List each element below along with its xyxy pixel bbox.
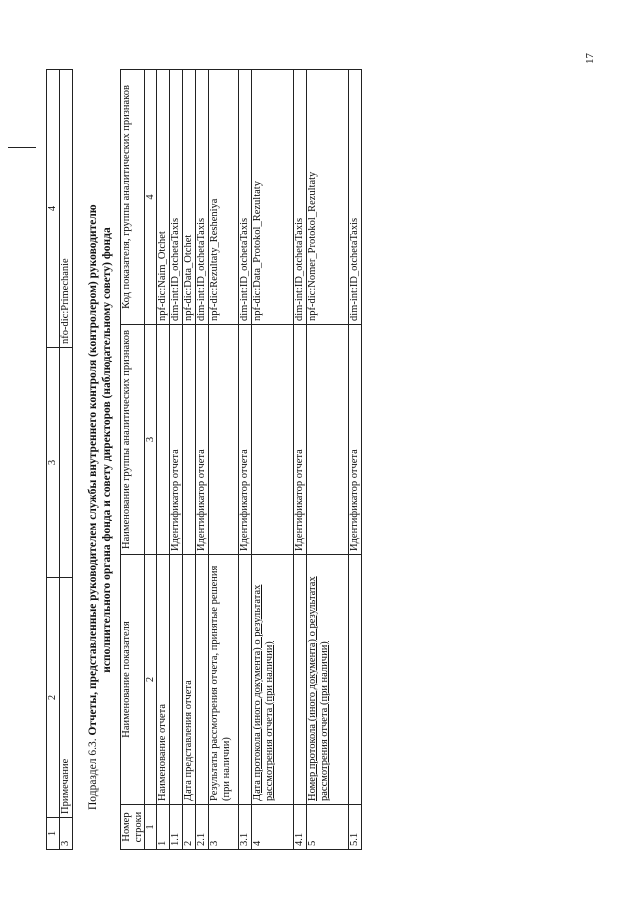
row-name <box>170 555 183 805</box>
row-group <box>157 325 170 555</box>
row-code: dim-int:ID_otchetaTaxis <box>170 70 183 325</box>
row-code: npf-dic:Nomer_Protokol_Rezultaty <box>307 70 349 325</box>
table-index-row <box>145 70 157 850</box>
row-number: 2 <box>183 805 196 850</box>
row-name <box>196 555 209 805</box>
row-number: 4 <box>252 805 294 850</box>
row-name: Примечание <box>60 578 73 818</box>
header-group-name: Наименование группы аналитических признаков <box>121 325 145 555</box>
table-row <box>307 70 349 850</box>
index-cell: 2 <box>145 555 157 805</box>
row-name <box>294 555 307 805</box>
table-row <box>170 70 183 850</box>
row-name: Дата протокола (иного документа) о результатах рассмотрения отчета (при наличии) <box>252 555 294 805</box>
row-code: dim-int:ID_otchetaTaxis <box>239 70 252 325</box>
table-row <box>157 70 170 850</box>
row-number: 3 <box>209 805 239 850</box>
header-line-number: Номер строки <box>121 805 145 850</box>
index-cell: 2 <box>47 578 60 818</box>
row-group <box>252 325 294 555</box>
section-title-line2: исполнительного органа фонда и совету директоров (наблюдательному совету) фонда <box>101 227 113 673</box>
table-index-row <box>47 70 60 850</box>
page-number: 17 <box>584 53 596 64</box>
row-number: 2.1 <box>196 805 209 850</box>
table-row <box>196 70 209 850</box>
table-row <box>349 70 362 850</box>
header-indicator-name: Наименование показателя <box>121 555 145 805</box>
row-code: npf-dic:Rezultaty_Resheniya <box>209 70 239 325</box>
index-cell: 4 <box>47 70 60 348</box>
table-row <box>239 70 252 850</box>
row-name: Наименование отчета <box>157 555 170 805</box>
row-number: 3.1 <box>239 805 252 850</box>
previous-section-table <box>46 69 73 850</box>
row-name: Номер протокола (иного документа) о результатах рассмотрения отчета (при наличии) <box>307 555 349 805</box>
row-number: 4.1 <box>294 805 307 850</box>
header-code: Код показателя, группы аналитических признаков <box>121 70 145 325</box>
table-header-row <box>121 70 145 850</box>
row-group: Идентификатор отчета <box>170 325 183 555</box>
index-cell: 3 <box>145 325 157 555</box>
row-code: npf-dic:Data_Protokol_Rezultaty <box>252 70 294 325</box>
row-name: Дата представления отчета <box>183 555 196 805</box>
row-code: npf-dic:Data_Otchet <box>183 70 196 325</box>
index-cell: 3 <box>47 348 60 578</box>
index-cell: 4 <box>145 70 157 325</box>
row-number: 1.1 <box>170 805 183 850</box>
table-row <box>294 70 307 850</box>
row-code: dim-int:ID_otchetaTaxis <box>196 70 209 325</box>
row-group <box>209 325 239 555</box>
index-cell: 1 <box>47 818 60 850</box>
row-code: npf-dic:Naim_Otchet <box>157 70 170 325</box>
row-group: Идентификатор отчета <box>349 325 362 555</box>
row-number: 5 <box>307 805 349 850</box>
row-name: Результаты рассмотрения отчета, принятые решения (при наличии) <box>209 555 239 805</box>
row-group: Идентификатор отчета <box>239 325 252 555</box>
row-group: Идентификатор отчета <box>294 325 307 555</box>
table-row <box>209 70 239 850</box>
row-name <box>239 555 252 805</box>
section-title-line1: Отчеты, представленные руководителем службы внутреннего контроля (контролером) руководителю <box>87 204 99 736</box>
index-cell: 1 <box>145 805 157 850</box>
row-code: nfo-dic:Primechanie <box>60 70 73 348</box>
row-group: Идентификатор отчета <box>196 325 209 555</box>
table-row <box>183 70 196 850</box>
section-label: Подраздел 6.3. <box>87 738 99 810</box>
row-group <box>307 325 349 555</box>
row-code: dim-int:ID_otchetaTaxis <box>294 70 307 325</box>
row-group <box>183 325 196 555</box>
section-heading <box>86 90 114 810</box>
table-row <box>252 70 294 850</box>
row-number: 5.1 <box>349 805 362 850</box>
reports-table <box>120 69 362 850</box>
rotated-page-content <box>46 70 386 850</box>
row-number: 1 <box>157 805 170 850</box>
table-row <box>60 70 73 850</box>
row-number: 3 <box>60 818 73 850</box>
row-name <box>349 555 362 805</box>
row-group <box>60 348 73 578</box>
header-rule <box>8 147 36 148</box>
row-code: dim-int:ID_otchetaTaxis <box>349 70 362 325</box>
